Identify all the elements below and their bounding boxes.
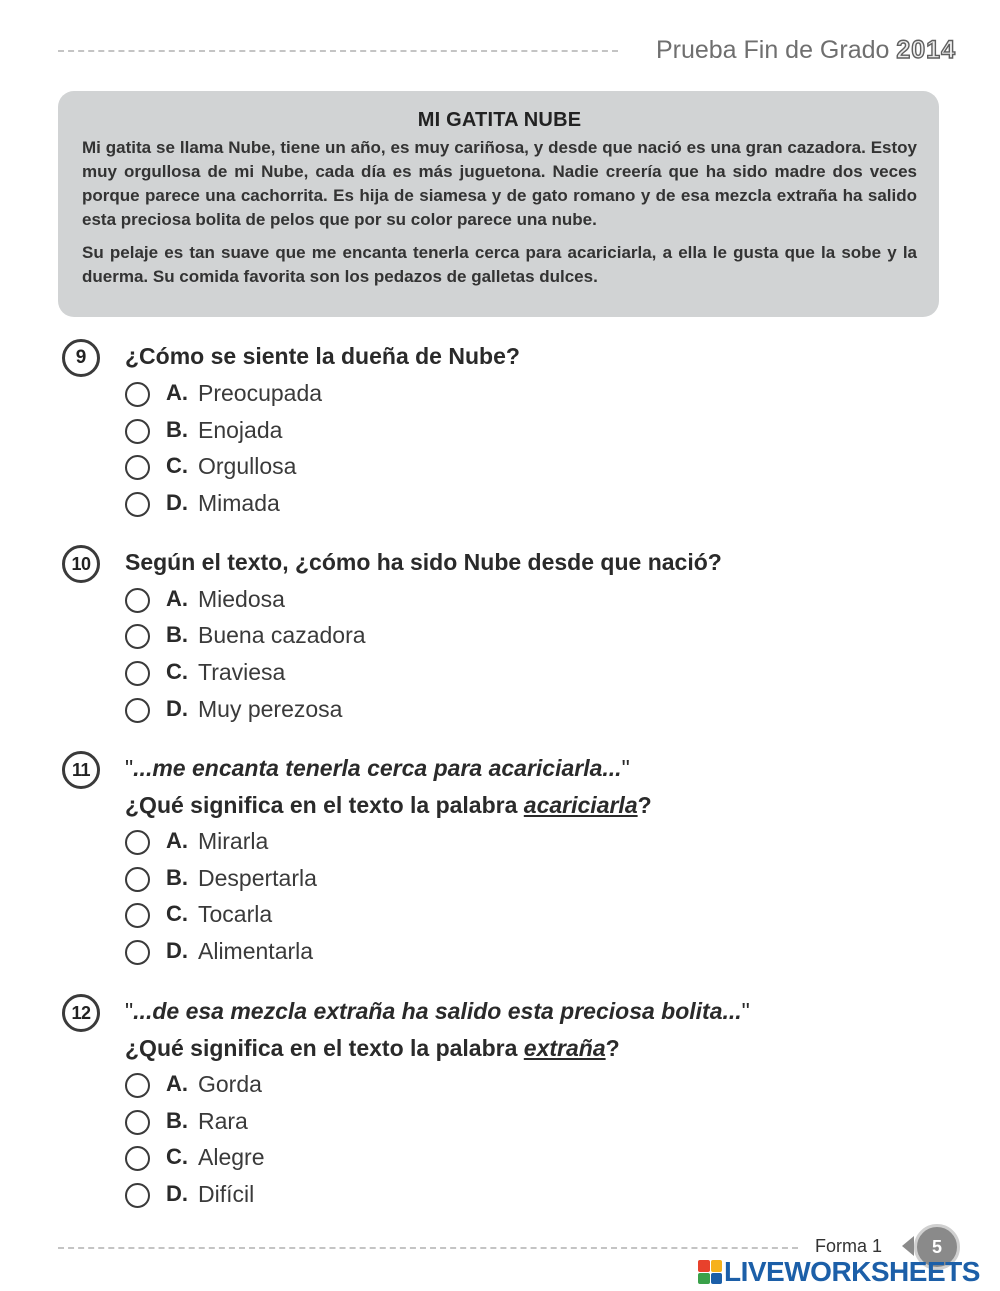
question-number: 11: [62, 751, 100, 789]
option-letter: C.: [166, 659, 188, 684]
option-text: Preocupada: [198, 380, 323, 406]
prompt-keyword: acariciarla: [523, 792, 638, 818]
radio-button[interactable]: [125, 1183, 150, 1208]
logo-square-icon: [698, 1260, 710, 1272]
option-letter: B.: [166, 417, 188, 442]
option-text: Alegre: [198, 1144, 265, 1170]
option-letter: D.: [166, 696, 188, 721]
quote-text: ...me encanta tenerla cerca para acariciarla...: [133, 755, 622, 781]
header-title: Prueba Fin de Grado: [655, 36, 890, 64]
option-text: Traviesa: [198, 659, 286, 685]
radio-button[interactable]: [125, 940, 150, 965]
radio-button[interactable]: [125, 492, 150, 517]
option-letter: C.: [166, 453, 188, 478]
radio-button[interactable]: [125, 1146, 150, 1171]
prompt-keyword: extraña: [523, 1035, 606, 1061]
footer-rule: [58, 1247, 798, 1249]
radio-button[interactable]: [125, 588, 150, 613]
page-badge-arrow: [902, 1236, 914, 1256]
option-text: Alimentarla: [198, 938, 314, 964]
question-quote: [125, 755, 630, 782]
radio-button[interactable]: [125, 1110, 150, 1135]
option-text: Tocarla: [198, 901, 273, 927]
option-letter: B.: [166, 865, 188, 890]
logo-square-icon: [711, 1273, 723, 1285]
option-letter: C.: [166, 901, 188, 926]
radio-button[interactable]: [125, 419, 150, 444]
liveworksheets-logo-icon: [698, 1260, 722, 1284]
option-text: Mimada: [198, 490, 280, 516]
story-paragraph-2: Su pelaje es tan suave que me encanta tenerla cerca para acariciarla, a ella le gusta que la sobe y la duerma. Su comida favorita son los pedazos de galletas dulces.: [82, 243, 917, 286]
option-text: Muy perezosa: [198, 696, 343, 722]
question-prompt: Según el texto, ¿cómo ha sido Nube desde que nació?: [125, 549, 722, 575]
question-number: 10: [62, 545, 100, 583]
watermark-text: LIVEWORKSHEETS: [724, 1256, 980, 1287]
radio-button[interactable]: [125, 382, 150, 407]
option-letter: A.: [166, 380, 188, 405]
header-rule: [58, 50, 618, 52]
prompt-after: ?: [605, 1035, 620, 1061]
quote-open: ": [125, 998, 134, 1024]
radio-button[interactable]: [125, 1073, 150, 1098]
radio-button[interactable]: [125, 830, 150, 855]
prompt-before: ¿Qué significa en el texto la palabra: [125, 792, 524, 818]
form-label: Forma 1: [815, 1236, 883, 1256]
option-text: Mirarla: [198, 828, 269, 854]
option-text: Orgullosa: [198, 453, 297, 479]
prompt-after: ?: [637, 792, 652, 818]
option-text: Rara: [198, 1108, 248, 1134]
reading-passage: [58, 91, 939, 317]
radio-button[interactable]: [125, 624, 150, 649]
quote-open: ": [125, 755, 134, 781]
radio-button[interactable]: [125, 698, 150, 723]
option-text: Gorda: [198, 1071, 262, 1097]
radio-button[interactable]: [125, 661, 150, 686]
logo-square-icon: [698, 1273, 710, 1285]
option-text: Difícil: [198, 1181, 255, 1207]
quote-text: ...de esa mezcla extraña ha salido esta preciosa bolita...: [133, 998, 742, 1024]
question-prompt: [125, 1035, 620, 1062]
option-letter: C.: [166, 1144, 188, 1169]
quote-close: ": [621, 755, 630, 781]
option-letter: B.: [166, 622, 188, 647]
radio-button[interactable]: [125, 867, 150, 892]
story-title: MI GATITA NUBE: [417, 109, 582, 131]
option-letter: D.: [166, 938, 188, 963]
option-text: Enojada: [198, 417, 283, 443]
page-header: [656, 36, 956, 65]
question-prompt: [125, 792, 652, 819]
option-text: Despertarla: [198, 865, 317, 891]
question-quote: [125, 998, 750, 1025]
question-prompt: ¿Cómo se siente la dueña de Nube?: [125, 343, 520, 369]
question-number: 9: [62, 339, 100, 377]
option-letter: D.: [166, 1181, 188, 1206]
option-letter: A.: [166, 828, 188, 853]
option-letter: B.: [166, 1108, 188, 1133]
option-text: Miedosa: [198, 586, 285, 612]
quote-close: ": [741, 998, 750, 1024]
option-letter: D.: [166, 490, 188, 515]
header-year: 2014: [896, 36, 956, 64]
story-paragraph-1: Mi gatita se llama Nube, tiene un año, es muy cariñosa, y desde que nació es una gran cazadora. Estoy muy orgullosa de mi Nube, cada día es más juguetona. Nadie creería que ha sido madre dos veces porque parece una cachorrita. Es hija de siamesa y de gato romano y de esa mezcla extraña ha salido esta preciosa bolita de pelos que por su color parece una nube.: [82, 138, 917, 229]
page-number-badge: 5: [914, 1224, 960, 1270]
prompt-before: ¿Qué significa en el texto la palabra: [125, 1035, 524, 1061]
radio-button[interactable]: [125, 903, 150, 928]
logo-square-icon: [711, 1260, 723, 1272]
question-number: 12: [62, 994, 100, 1032]
option-letter: A.: [166, 586, 188, 611]
option-text: Buena cazadora: [198, 622, 366, 648]
radio-button[interactable]: [125, 455, 150, 480]
option-letter: A.: [166, 1071, 188, 1096]
